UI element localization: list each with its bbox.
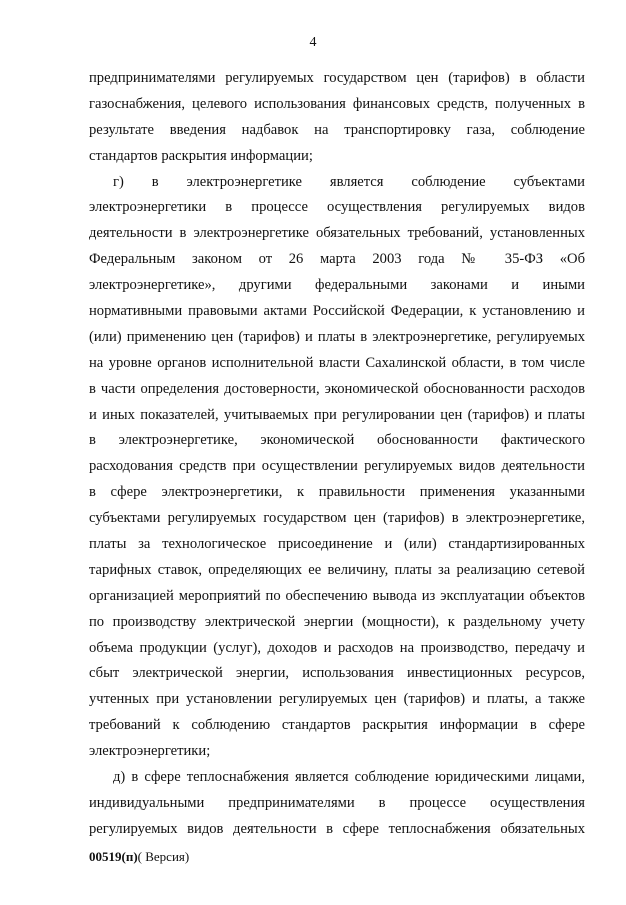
text-line: в части определения достоверности, экономической обоснованности расходов xyxy=(89,380,585,397)
text-line: платы за технологическое присоединение и (или) стандартизированных xyxy=(89,536,585,553)
text-line: стандартов раскрытия информации; xyxy=(89,147,313,164)
document-code: 00519(п) xyxy=(89,849,138,864)
text-line: на уровне органов исполнительной власти Сахалинской области, в том числе xyxy=(89,354,585,371)
text-line: по производству электрической энергии (мощности), к раздельному учету xyxy=(89,613,585,630)
document-body xyxy=(89,66,585,843)
text-line: и иных показателей, учитываемых при регулировании цен (тарифов) и платы xyxy=(89,406,585,423)
text-line: индивидуальными предпринимателями в процессе осуществления xyxy=(89,794,585,811)
text-line: нормативными правовыми актами Российской Федерации, к установлению и xyxy=(89,303,585,320)
text-line: газоснабжения, целевого использования финансовых средств, полученных в xyxy=(89,95,585,112)
page-number: 4 xyxy=(309,35,317,50)
text-line: объема продукции (услуг), доходов и расходов на производство, передачу и xyxy=(89,639,585,656)
text-line: электроэнергетики; xyxy=(89,743,211,760)
document-footer xyxy=(89,849,189,865)
text-line: Федеральным законом от 26 марта 2003 года № 35-ФЗ «Об xyxy=(89,251,585,268)
text-line: электроэнергетики в процессе осуществления регулируемых видов xyxy=(89,199,585,216)
text-line: расходования средств при осуществлении регулируемых видов деятельности xyxy=(89,458,585,475)
text-line: в сфере электроэнергетики, к правильности применения указанными xyxy=(89,484,585,501)
text-line: (или) применению цен (тарифов) и платы в электроэнергетике, регулируемых xyxy=(89,328,585,345)
text-line: электроэнергетике», другими федеральными законами и иными xyxy=(89,277,585,294)
text-line: результате введения надбавок на транспортировку газа, соблюдение xyxy=(89,121,585,138)
text-line: учтенных при установлении регулируемых цен (тарифов) и платы, а также xyxy=(89,691,585,708)
text-line: в электроэнергетике, экономической обоснованности фактического xyxy=(89,432,585,449)
text-line: организацией мероприятий по обеспечению вывода из эксплуатации объектов xyxy=(89,587,585,604)
text-line: субъектами регулируемых государством цен (тарифов) в электроэнергетике, xyxy=(89,510,585,527)
text-line: д) в сфере теплоснабжения является соблюдение юридическими лицами, xyxy=(113,769,585,786)
text-line: деятельности в электроэнергетике обязательных требований, установленных xyxy=(89,225,585,242)
text-line: регулируемых видов деятельности в сфере теплоснабжения обязательных xyxy=(89,820,585,837)
text-line: требований к соблюдению стандартов раскрытия информации в сфере xyxy=(89,717,585,734)
text-line: сбыт электрической энергии, использования инвестиционных ресурсов, xyxy=(89,665,585,682)
document-version: ( Версия) xyxy=(137,849,190,864)
text-line: предпринимателями регулируемых государством цен (тарифов) в области xyxy=(89,70,585,86)
text-line: тарифных ставок, определяющих ее величину, платы за реализацию сетевой xyxy=(89,561,585,578)
text-line: г) в электроэнергетике является соблюдение субъектами xyxy=(113,173,585,190)
